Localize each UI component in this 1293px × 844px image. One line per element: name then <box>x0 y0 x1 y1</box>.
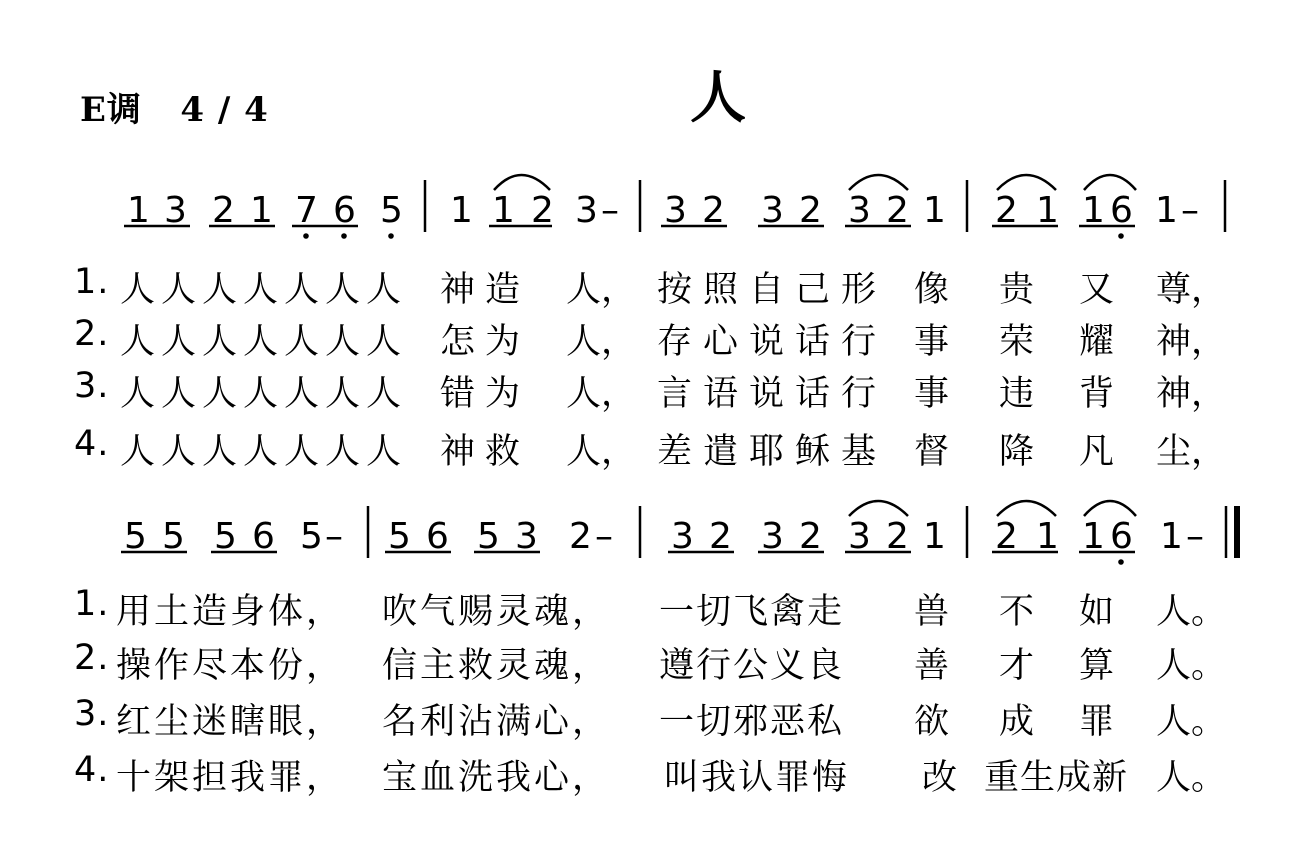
note: 1 <box>1155 190 1178 231</box>
lyric-text: 神造 <box>440 270 531 310</box>
lyric-text: 不 <box>999 592 1035 632</box>
note: 1 <box>492 190 515 231</box>
lyric-text: 用土造身体， <box>116 592 345 632</box>
verse-number: 4. <box>74 424 110 464</box>
lyric-text: 操作尽本份， <box>116 646 345 686</box>
lyric-text: 降 <box>999 432 1035 472</box>
lyric-text: 存心说话行 <box>657 322 888 362</box>
lyric-text: 像 <box>914 270 950 310</box>
dash: – <box>1186 516 1204 557</box>
final-bar-thick <box>1234 506 1240 558</box>
note: 5 <box>388 516 411 557</box>
verse-number: 2. <box>74 314 110 354</box>
song-title: 人 <box>690 65 746 131</box>
lyric-text: 言语说话行 <box>657 374 888 414</box>
slur <box>1084 501 1136 516</box>
lyric-text: 人， <box>566 270 637 310</box>
lyric-text: 罪 <box>1079 702 1115 742</box>
lyric-text: 成 <box>999 702 1035 742</box>
note: 2 <box>995 516 1018 557</box>
note: 1 <box>1036 516 1059 557</box>
lyric-text: 神， <box>1156 322 1227 362</box>
lyric-text: 兽 <box>914 592 950 632</box>
note: 3 <box>761 190 784 231</box>
notation-line-2 <box>121 501 1240 565</box>
lyric-text: 怎为 <box>440 322 531 362</box>
lyric-text: 重生成新 <box>984 758 1129 798</box>
lyric-text: 人。 <box>1156 646 1227 686</box>
lyric-text: 神， <box>1156 374 1227 414</box>
note: 5 <box>380 190 403 231</box>
lyric-text: 贵 <box>999 270 1035 310</box>
lyric-text: 如 <box>1079 592 1115 632</box>
slur <box>1084 175 1136 190</box>
lyric-text: 事 <box>914 374 950 414</box>
lyric-text: 神救 <box>440 432 531 472</box>
note: 3 <box>848 190 871 231</box>
note: 3 <box>164 190 187 231</box>
lyric-text: 人人人人人人人 <box>120 432 408 472</box>
lyric-text: 按照自己形 <box>657 270 888 310</box>
lyric-text: 一切邪恶私 <box>659 702 845 742</box>
lyric-verse-3-line-1 <box>74 366 1254 414</box>
note: 2 <box>569 516 592 557</box>
note: 3 <box>848 516 871 557</box>
dash: – <box>595 516 613 557</box>
note: 5 <box>124 516 147 557</box>
note: 6 <box>1110 516 1133 557</box>
note: 3 <box>664 190 687 231</box>
note: 2 <box>995 190 1018 231</box>
lyric-text: 算 <box>1079 646 1115 686</box>
lyric-text: 遵行公义良 <box>659 646 845 686</box>
note: 2 <box>886 516 909 557</box>
lyric-text: 吹气赐灵魂， <box>382 592 611 632</box>
verse-number: 4. <box>74 750 110 790</box>
low-octave-dot <box>341 233 347 239</box>
lyric-text: 事 <box>914 322 950 362</box>
lyric-verse-1-line-1 <box>74 262 1254 310</box>
lyric-text: 人。 <box>1156 702 1227 742</box>
note: 3 <box>761 516 784 557</box>
verse-number: 1. <box>74 584 110 624</box>
lyric-verse-4-line-1 <box>74 424 1254 472</box>
note: 1 <box>450 190 473 231</box>
lyric-verse-4-line-2 <box>74 750 1254 798</box>
lyric-text: 背 <box>1079 374 1115 414</box>
lyric-text: 人人人人人人人 <box>120 374 408 414</box>
note: 1 <box>1082 516 1105 557</box>
lyric-text: 人。 <box>1156 758 1227 798</box>
lyric-text: 善 <box>914 646 950 686</box>
note: 2 <box>702 190 725 231</box>
lyric-text: 宝血洗我心， <box>382 758 611 798</box>
slur <box>494 175 550 190</box>
lyric-text: 改 <box>922 758 958 798</box>
note: 1 <box>1082 190 1105 231</box>
note: 1 <box>1036 190 1059 231</box>
note: 5 <box>162 516 185 557</box>
slur <box>849 501 908 516</box>
lyric-text: 人。 <box>1156 592 1227 632</box>
note: 5 <box>300 516 323 557</box>
notation-line-1 <box>124 175 1225 239</box>
lyric-text: 督 <box>914 432 950 472</box>
note: 6 <box>252 516 275 557</box>
lyric-text: 人， <box>566 374 637 414</box>
verse-number: 3. <box>74 366 110 406</box>
note: 3 <box>515 516 538 557</box>
lyric-text: 名利沾满心， <box>382 702 611 742</box>
key-and-time-signature: E调 4 / 4 <box>80 90 269 130</box>
dash: – <box>325 516 343 557</box>
note: 1 <box>1160 516 1183 557</box>
lyric-text: 尘， <box>1156 432 1227 472</box>
note: 2 <box>799 190 822 231</box>
slur <box>997 501 1056 516</box>
note: 5 <box>214 516 237 557</box>
note: 3 <box>671 516 694 557</box>
note: 2 <box>799 516 822 557</box>
lyric-verse-2-line-1 <box>74 314 1254 362</box>
low-octave-dot <box>1118 233 1124 239</box>
note: 1 <box>127 190 150 231</box>
note: 2 <box>886 190 909 231</box>
low-octave-dot <box>1118 559 1124 565</box>
lyric-verse-2-line-2 <box>74 638 1254 686</box>
dash: – <box>1181 190 1199 231</box>
note: 1 <box>923 516 946 557</box>
lyric-verse-3-line-2 <box>74 694 1254 742</box>
lyric-text: 荣 <box>999 322 1035 362</box>
note: 7 <box>295 190 318 231</box>
lyric-text: 十架担我罪， <box>116 758 345 798</box>
lyric-text: 又 <box>1079 270 1115 310</box>
note: 2 <box>709 516 732 557</box>
lyric-text: 违 <box>999 374 1035 414</box>
verse-number: 2. <box>74 638 110 678</box>
lyric-text: 人， <box>566 432 637 472</box>
lyric-text: 人人人人人人人 <box>120 270 408 310</box>
lyric-text: 叫我认罪悔 <box>664 758 850 798</box>
lyric-text: 红尘迷瞎眼， <box>116 702 345 742</box>
note: 1 <box>923 190 946 231</box>
lyric-text: 一切飞禽走 <box>659 592 845 632</box>
lyric-text: 尊， <box>1156 270 1227 310</box>
note: 2 <box>212 190 235 231</box>
lyric-text: 耀 <box>1079 322 1115 362</box>
note: 2 <box>531 190 554 231</box>
note: 6 <box>426 516 449 557</box>
low-octave-dot <box>388 233 394 239</box>
note: 5 <box>477 516 500 557</box>
lyric-text: 信主救灵魂， <box>382 646 611 686</box>
low-octave-dot <box>303 233 309 239</box>
slur <box>849 175 908 190</box>
slur <box>997 175 1056 190</box>
note: 1 <box>250 190 273 231</box>
lyric-text: 人， <box>566 322 637 362</box>
note: 3 <box>575 190 598 231</box>
lyric-text: 错为 <box>440 374 531 414</box>
lyric-text: 才 <box>999 646 1035 686</box>
note: 6 <box>333 190 356 231</box>
lyric-verse-1-line-2 <box>74 584 1254 632</box>
lyric-text: 差遣耶稣基 <box>657 432 888 472</box>
note: 6 <box>1110 190 1133 231</box>
verse-number: 1. <box>74 262 110 302</box>
lyric-text: 人人人人人人人 <box>120 322 408 362</box>
lyric-text: 欲 <box>914 702 950 742</box>
dash: – <box>601 190 619 231</box>
lyric-text: 凡 <box>1079 432 1115 472</box>
verse-number: 3. <box>74 694 110 734</box>
